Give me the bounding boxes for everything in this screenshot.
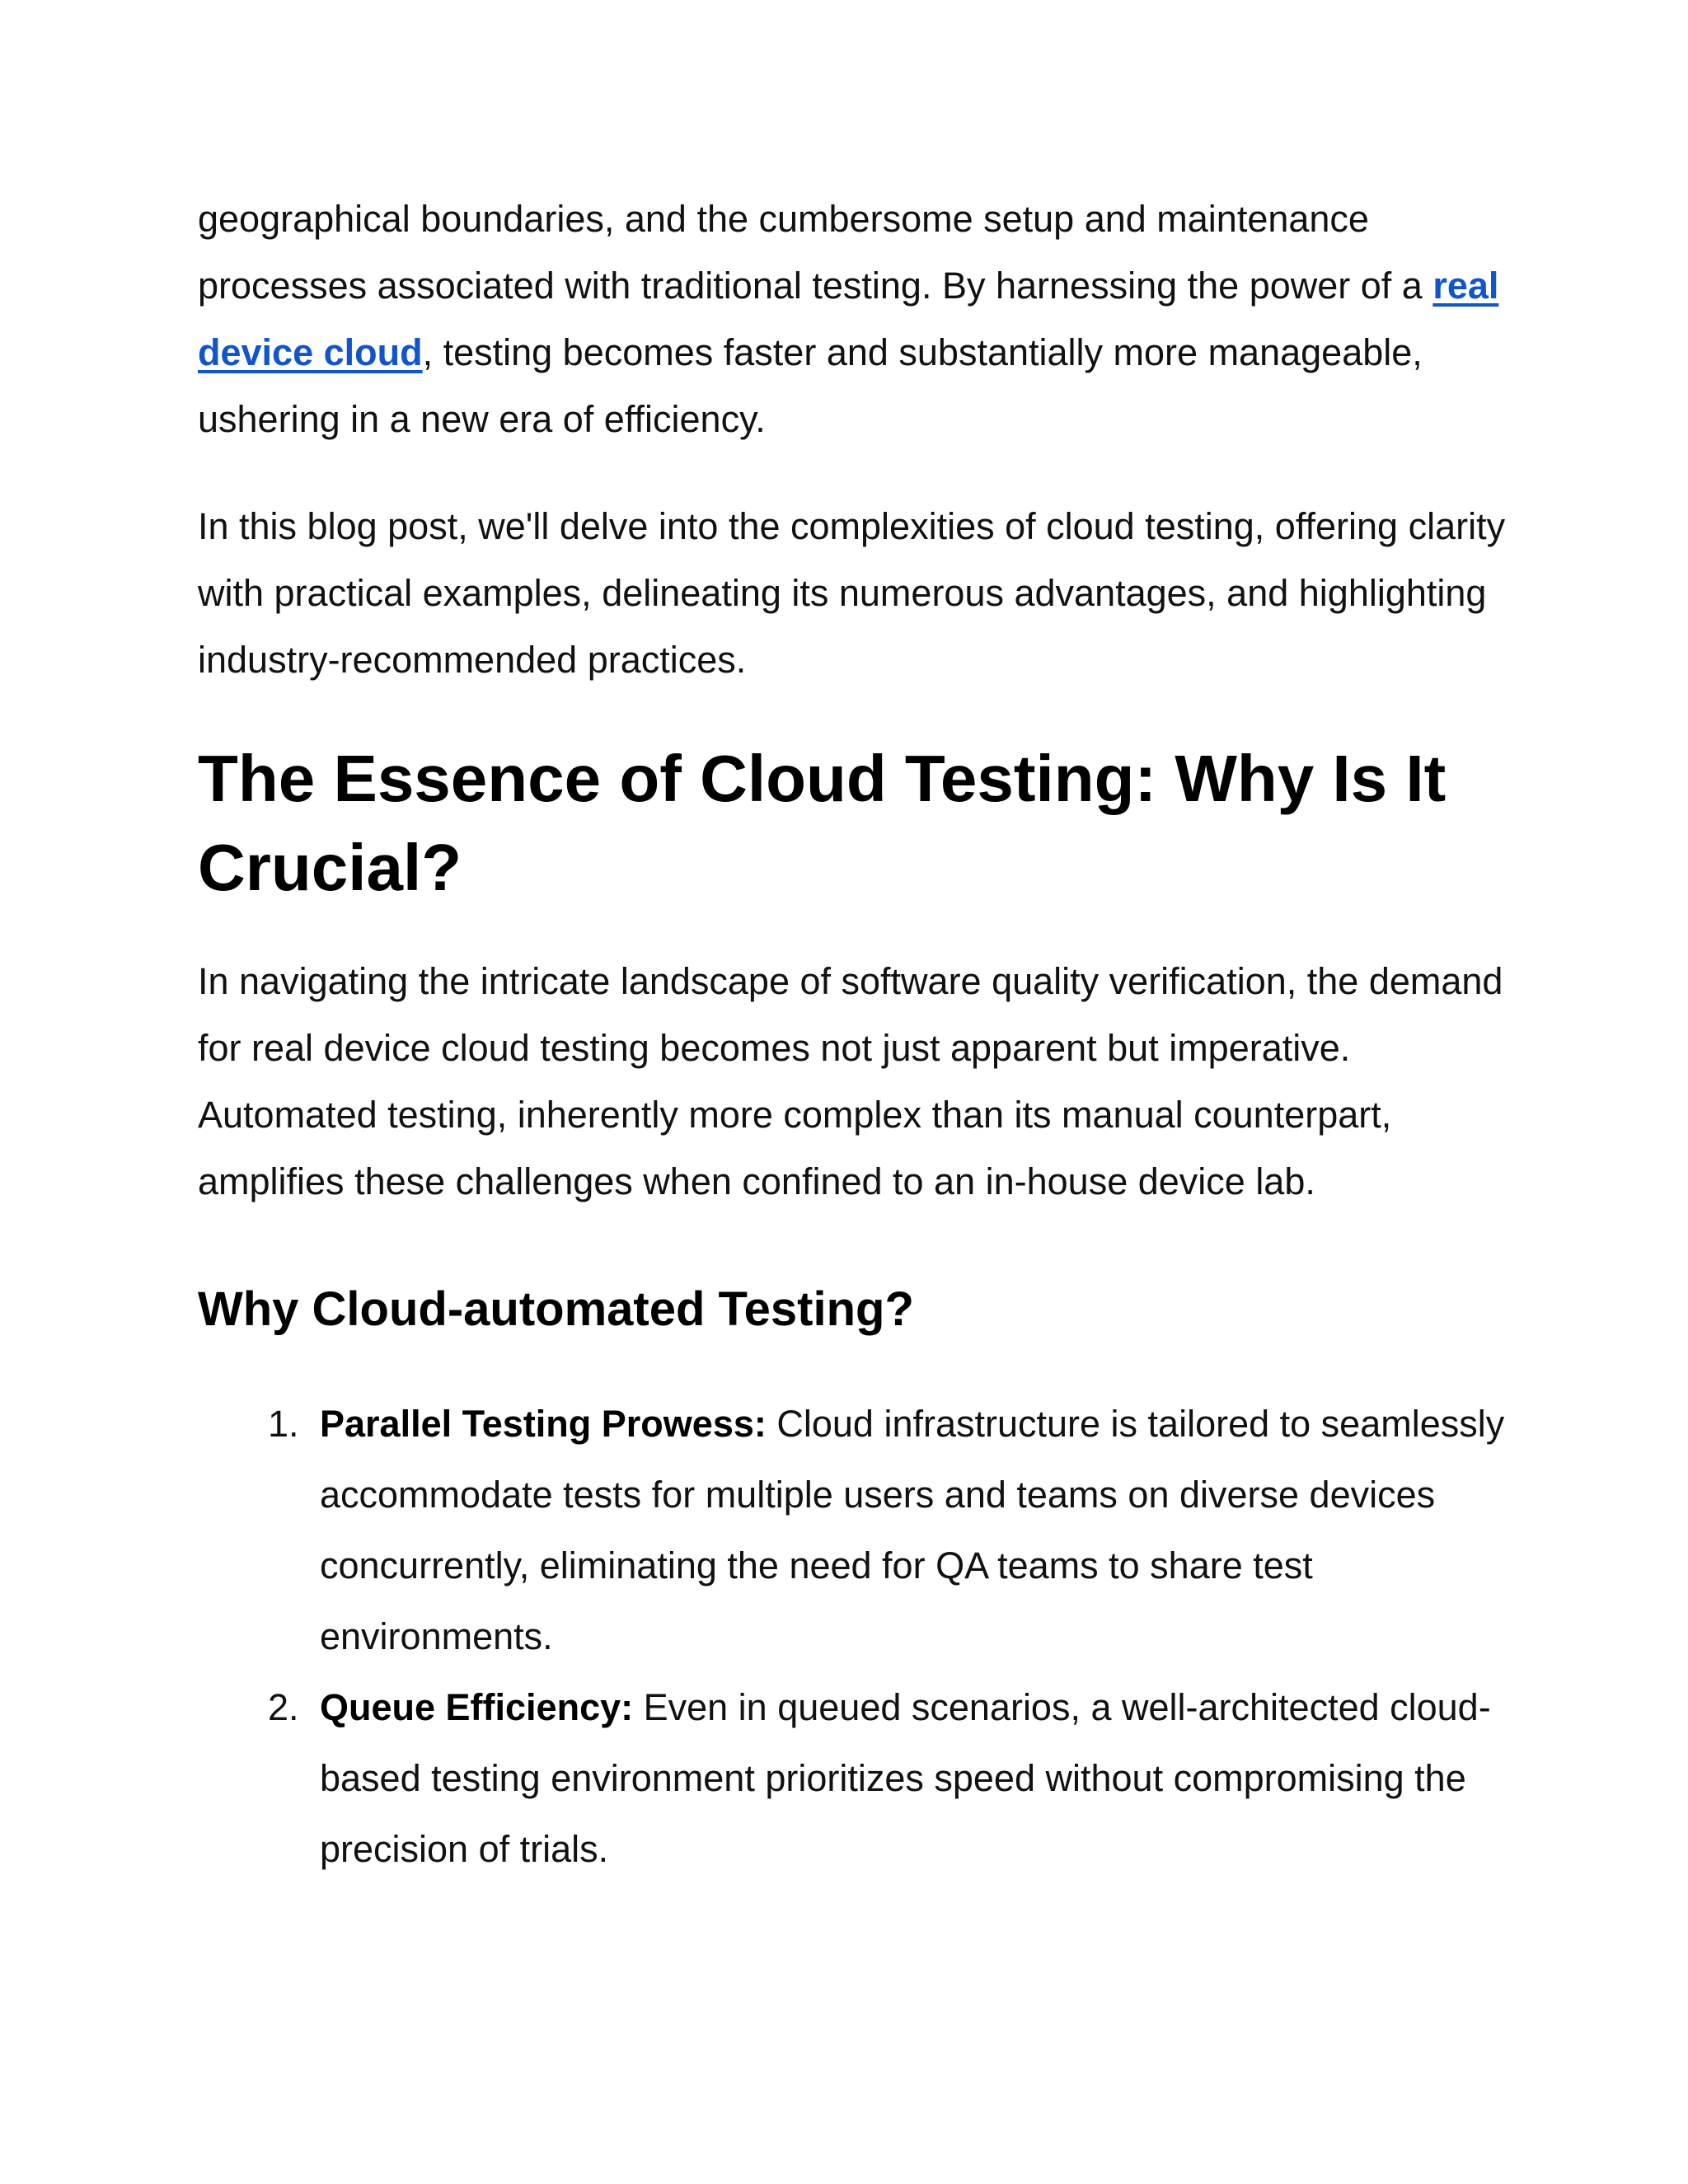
section-heading: The Essence of Cloud Testing: Why Is It Crucial?	[198, 742, 1447, 904]
section-paragraph: In navigating the intricate landscape of software quality verification, the demand for real device cloud testing becomes not just apparent but imperative. Automated testing, inherently more complex than its manual counterpart, amplifies these challenges when confined to an in-house device lab.	[198, 960, 1503, 1202]
document-page	[198, 185, 1533, 1885]
list-item-number: 2.	[268, 1686, 299, 1728]
reasons-list	[198, 1389, 1533, 1885]
list-item	[198, 1672, 1533, 1885]
list-item	[198, 1389, 1533, 1672]
intro-text-before-link: geographical boundaries, and the cumbersome setup and maintenance processes associated with traditional testing. By harnessing the power of a	[198, 198, 1433, 307]
subsection-heading: Why Cloud-automated Testing?	[198, 1282, 914, 1336]
intro-text-after-link: , testing becomes faster and substantially more manageable, ushering in a new era of efficiency.	[198, 331, 1423, 440]
list-item-lead: Parallel Testing Prowess:	[320, 1403, 767, 1445]
intro-paragraph-1	[198, 185, 1533, 452]
list-item-text: Cloud infrastructure is tailored to seamlessly accommodate tests for multiple users and teams on diverse devices concurrently, eliminating the need for QA teams to share test environments.	[320, 1403, 1505, 1657]
list-item-number: 1.	[268, 1403, 299, 1445]
list-item-text: Even in queued scenarios, a well-architected cloud-based testing environment prioritizes speed without compromising the precision of trials.	[320, 1686, 1491, 1870]
real-device-cloud-link[interactable]: real device cloud	[198, 265, 1499, 373]
list-item-lead: Queue Efficiency:	[320, 1686, 634, 1728]
intro-paragraph-2: In this blog post, we'll delve into the complexities of cloud testing, offering clarity with practical examples, delineating its numerous advantages, and highlighting industry-recommended practices.	[198, 505, 1506, 681]
